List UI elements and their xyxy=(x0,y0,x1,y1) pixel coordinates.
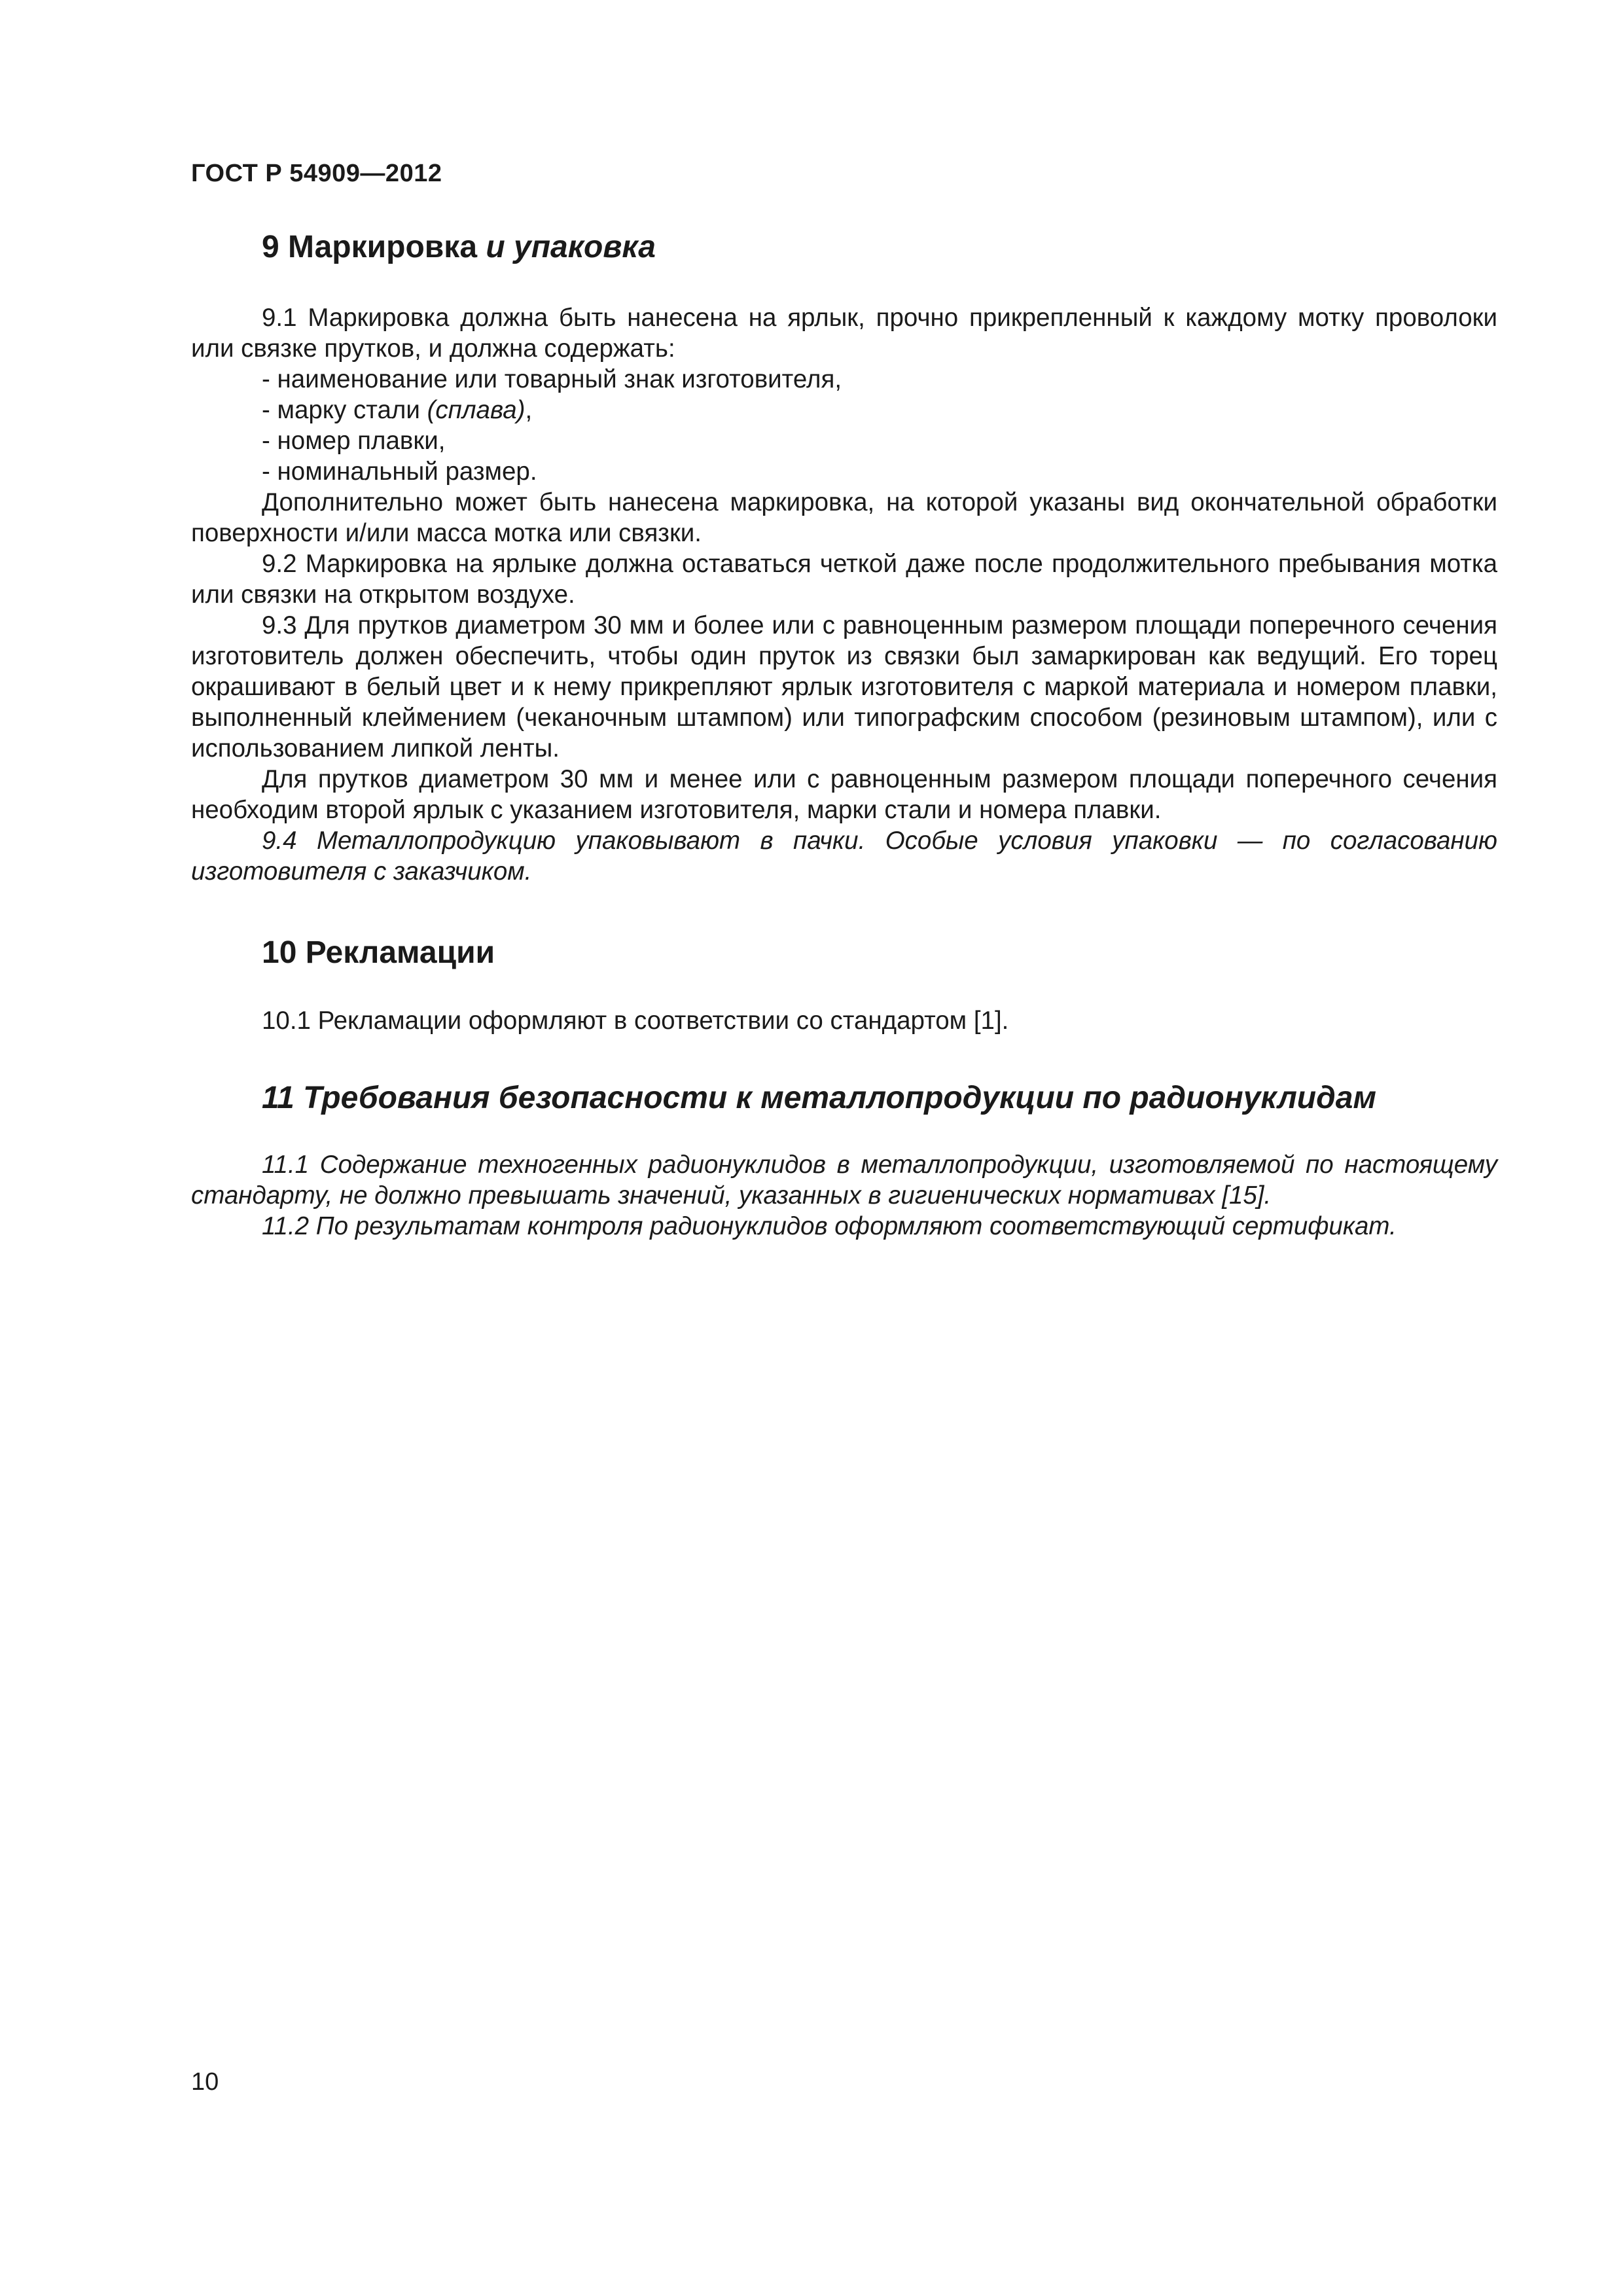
paragraph-11-2: 11.2 По результатам контроля радионуклидов оформляют соответствующий сертификат. xyxy=(262,1212,1397,1240)
section-10-heading: 10 Рекламации xyxy=(262,935,495,970)
section-9-title-plain: 9 Маркировка xyxy=(262,230,486,264)
paragraph-9-3: 9.3 Для прутков диаметром 30 мм и более или с равноценным размером площади поперечного сечения изготовитель должен обеспечить, чтобы один пруток из связки был замаркирован как ведущий. Его торец окрашивают в белый цвет и к нему прикрепляют ярлык изготовителя с маркой материала и номером плавки, выполненный клеймением (чеканочным штампом) или типографским способом (резиновым штампом), или с использованием липкой ленты. xyxy=(191,611,1497,762)
list-item-steel-grade-suffix: , xyxy=(525,396,533,424)
list-item-nominal-size: - номинальный размер. xyxy=(262,457,537,486)
paragraph-11-1: 11.1 Содержание техногенных радионуклидов в металлопродукции, изготовляемой по настоящему стандарту, не должно превышать значений, указанных в гигиенических нормативах [15]. xyxy=(191,1151,1497,1210)
section-9-title-italic: и упаковка xyxy=(486,230,656,264)
section-11-heading: 11 Требования безопасности к металлопродукции по радионуклидам xyxy=(262,1081,1376,1115)
section-10-body xyxy=(191,1005,1497,1036)
list-item-steel-grade xyxy=(191,395,1497,425)
paragraph-9-3-extra: Для прутков диаметром 30 мм и менее или с равноценным размером площади поперечного сечения необходим второй ярлык с указанием изготовителя, марки стали и номера плавки. xyxy=(191,765,1497,824)
document-code: ГОСТ Р 54909—2012 xyxy=(191,160,442,187)
section-9-body xyxy=(191,302,1497,887)
page-number: 10 xyxy=(191,2068,219,2096)
list-item-heat-number: - номер плавки, xyxy=(262,427,446,455)
paragraph-9-2: 9.2 Маркировка на ярлыке должна оставаться четкой даже после продолжительного пребывания мотка или связки на открытом воздухе. xyxy=(191,550,1497,609)
section-9-heading xyxy=(262,229,656,265)
paragraph-9-1: 9.1 Маркировка должна быть нанесена на ярлык, прочно прикрепленный к каждому мотку проволоки или связке прутков, и должна содержать: xyxy=(191,304,1497,363)
paragraph-9-4: 9.4 Металлопродукцию упаковывают в пачки. Особые условия упаковки — по согласованию изготовителя с заказчиком. xyxy=(191,827,1497,886)
list-item-steel-grade-italic: (сплава) xyxy=(427,396,526,424)
paragraph-10-1: 10.1 Рекламации оформляют в соответствии со стандартом [1]. xyxy=(262,1007,1009,1035)
section-11-body xyxy=(191,1149,1497,1242)
paragraph-9-1-extra: Дополнительно может быть нанесена маркировка, на которой указаны вид окончательной обработки поверхности и/или масса мотка или связки. xyxy=(191,488,1497,547)
list-item-manufacturer: - наименование или товарный знак изготовителя, xyxy=(262,365,842,393)
list-item-steel-grade-prefix: - марку стали xyxy=(262,396,427,424)
